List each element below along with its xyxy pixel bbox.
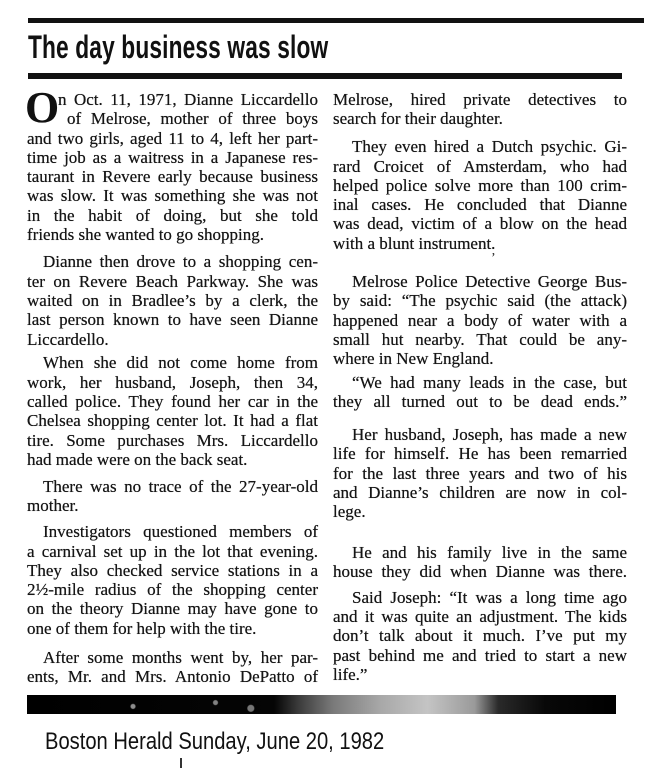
paragraph bbox=[333, 137, 627, 253]
text-line: they all turned out to be dead ends.” bbox=[333, 392, 627, 412]
text-line: 2½-mile radius of the shopping center bbox=[27, 580, 318, 600]
text-line: was slow. It was something she was not bbox=[27, 186, 318, 206]
text-line: They even hired a Dutch psychic. Gi- bbox=[352, 137, 627, 157]
source-caption: Boston Herald Sunday, June 20, 1982 bbox=[45, 728, 385, 755]
text-line: on the theory Dianne may have gone to bbox=[27, 599, 318, 619]
paragraph bbox=[27, 90, 318, 244]
text-line: for the last three years and two of his bbox=[333, 463, 627, 483]
paragraph bbox=[333, 373, 627, 412]
text-line: life for himself. He has been remarried bbox=[333, 444, 627, 464]
text-line: ents, Mr. and Mrs. Antonio DePatto of bbox=[27, 667, 318, 687]
text-line: n Oct. 11, 1971, Dianne Liccardello bbox=[58, 90, 318, 109]
text-line: ter on Revere Beach Parkway. She was bbox=[27, 271, 318, 291]
text-line: work, her husband, Joseph, then 34, bbox=[27, 372, 318, 392]
text-line: They also checked service stations in a bbox=[27, 560, 318, 580]
headline-bottom-rule bbox=[28, 73, 622, 79]
text-line: in the habit of doing, but she told bbox=[27, 205, 318, 225]
paragraph bbox=[27, 252, 318, 348]
text-line: Said Joseph: “It was a long time ago bbox=[352, 587, 627, 607]
text-line: He and his family live in the same bbox=[352, 542, 627, 562]
text-line: Her husband, Joseph, has made a new bbox=[352, 425, 627, 445]
text-line: taurant in Revere early because business bbox=[27, 167, 318, 187]
headline-top-rule bbox=[28, 18, 644, 23]
print-speck: ʼ bbox=[491, 251, 496, 266]
text-line: called police. They found her car in the bbox=[27, 391, 318, 411]
article-column-left bbox=[27, 90, 318, 687]
paragraph bbox=[333, 90, 627, 129]
text-line: “We had many leads in the case, but bbox=[352, 373, 627, 393]
text-line: small hut nearby. That could be any- bbox=[333, 329, 627, 349]
text-line: where in New England. bbox=[333, 349, 494, 369]
text-line: had made were on the back seat. bbox=[27, 449, 248, 469]
text-line: house they did when Dianne was there. bbox=[333, 561, 627, 581]
paragraph bbox=[333, 425, 627, 521]
text-line: was dead, victim of a blow on the head bbox=[333, 214, 627, 234]
paragraph bbox=[27, 522, 318, 638]
text-line: After some months went by, her par- bbox=[43, 648, 318, 668]
text-line: and two girls, aged 11 to 4, left her part- bbox=[27, 128, 318, 148]
text-line: Melrose Police Detective George Bus- bbox=[352, 272, 627, 292]
text-line: mother. bbox=[27, 496, 79, 516]
paragraph bbox=[27, 477, 318, 516]
text-line: life.” bbox=[333, 664, 368, 684]
text-line: friends she wanted to go shopping. bbox=[27, 225, 265, 245]
paragraph bbox=[333, 272, 627, 368]
text-line: helped police solve more than 100 crim- bbox=[333, 175, 627, 195]
text-line: When she did not come home from bbox=[43, 353, 318, 373]
text-line: happened near a body of water with a bbox=[333, 310, 627, 330]
text-line: Liccardello. bbox=[27, 329, 109, 349]
text-line: waited on in Bradlee’s by a clerk, the bbox=[27, 290, 318, 310]
text-line: There was no trace of the 27-year-old bbox=[43, 477, 318, 497]
headline: The day business was slow bbox=[28, 29, 329, 65]
paragraph bbox=[27, 353, 318, 469]
text-line: rard Croicet of Amsterdam, who had bbox=[333, 156, 627, 176]
text-line: of Melrose, mother of three boys bbox=[67, 109, 318, 129]
text-line: and it was quite an adjustment. The kids bbox=[333, 607, 627, 627]
text-line: Chelsea shopping center lot. It had a flat bbox=[27, 411, 318, 431]
drop-cap: O bbox=[25, 83, 60, 132]
text-line: inal cases. He concluded that Dianne bbox=[333, 195, 627, 215]
text-line: Melrose, hired private detectives to bbox=[333, 90, 627, 109]
paragraph bbox=[333, 543, 627, 582]
text-line: one of them for help with the tire. bbox=[27, 618, 257, 638]
text-line: with a blunt instrument. bbox=[333, 233, 496, 253]
text-line: don’t talk about it much. I’ve put my bbox=[333, 626, 627, 646]
text-line: last person known to have seen Dianne bbox=[27, 310, 318, 330]
paragraph bbox=[27, 648, 318, 687]
text-line: Investigators questioned members of bbox=[43, 522, 318, 542]
text-line: lege. bbox=[333, 502, 366, 522]
text-line: a carnival set up in the lot that evening. bbox=[27, 541, 318, 561]
bottom-printed-band bbox=[27, 695, 616, 714]
text-line: past behind me and tried to start a new bbox=[333, 645, 627, 665]
text-line: Dianne then drove to a shopping cen- bbox=[43, 252, 318, 272]
text-line: search for their daughter. bbox=[333, 109, 503, 129]
text-line: time job as a waitress in a Japanese res- bbox=[27, 147, 318, 167]
paragraph bbox=[333, 588, 627, 684]
article-column-right bbox=[333, 90, 627, 684]
text-line: by said: “The psychic said (the attack) bbox=[333, 291, 627, 311]
text-line: and Dianne’s children are now in col- bbox=[333, 483, 627, 503]
text-line: tire. Some purchases Mrs. Liccardello bbox=[27, 430, 318, 450]
stray-tick-mark bbox=[180, 758, 182, 768]
